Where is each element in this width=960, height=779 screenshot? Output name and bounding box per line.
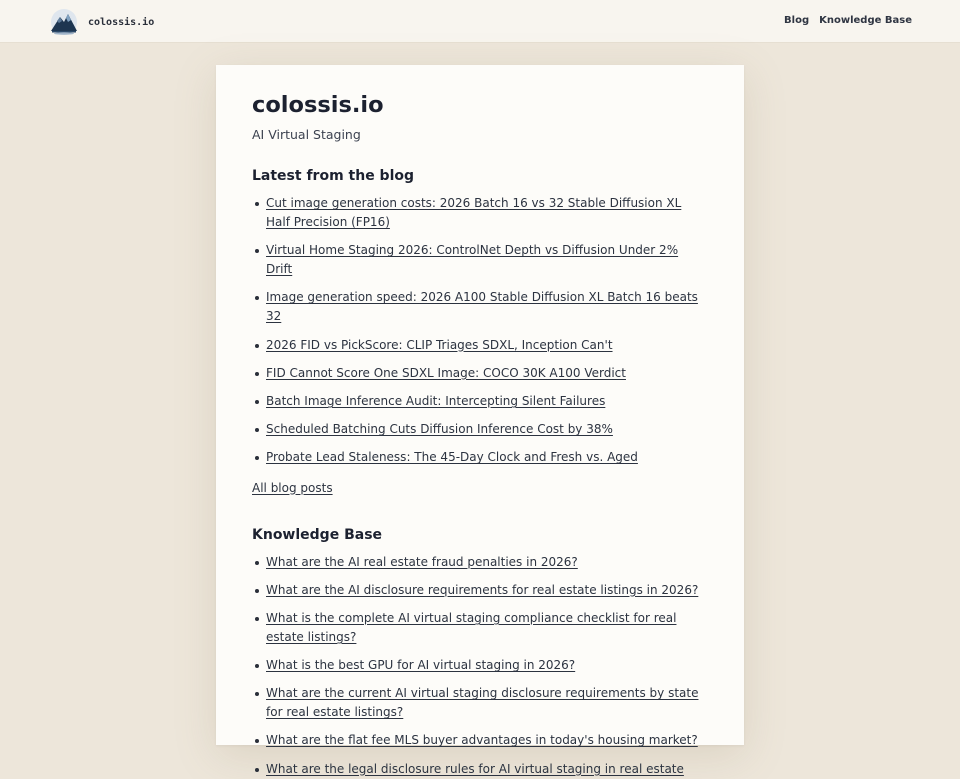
kb-article-link[interactable]: What is the best GPU for AI virtual staging in 2026? [266, 658, 576, 673]
list-item [252, 448, 708, 467]
list-item [252, 336, 708, 355]
nav-link-blog[interactable]: Blog [784, 15, 810, 26]
top-navigation-bar [0, 0, 960, 43]
list-item [252, 392, 708, 411]
mountain-logo-icon [48, 8, 80, 36]
brand-home-link[interactable] [48, 8, 154, 36]
list-item [252, 731, 708, 750]
kb-article-link[interactable]: What are the legal disclosure rules for AI virtual staging in real estate [266, 761, 684, 776]
nav-link-knowledge-base[interactable]: Knowledge Base [819, 15, 912, 26]
header-nav [784, 15, 912, 26]
blog-post-list [252, 194, 708, 467]
kb-article-link[interactable]: What are the flat fee MLS buyer advantages in today's housing market? [266, 733, 698, 748]
kb-article-link[interactable]: What is the complete AI virtual staging compliance checklist for real estate listings? [266, 610, 677, 644]
all-blog-posts-link[interactable]: All blog posts [252, 480, 333, 495]
kb-article-link[interactable]: What are the AI real estate fraud penalties in 2026? [266, 554, 578, 569]
blog-post-link[interactable]: Scheduled Batching Cuts Diffusion Inference Cost by 38% [266, 422, 613, 437]
brand-name: colossis.io [88, 16, 155, 28]
blog-section-heading: Latest from the blog [252, 168, 415, 184]
blog-post-link[interactable]: Cut image generation costs: 2026 Batch 16 vs 32 Stable Diffusion XL Half Precision (FP16) [266, 196, 682, 229]
blog-post-link[interactable]: Batch Image Inference Audit: Intercepting Silent Failures [266, 393, 606, 408]
blog-post-link[interactable]: 2026 FID vs PickScore: CLIP Triages SDXL, Inception Can't [266, 337, 613, 352]
knowledge-base-heading: Knowledge Base [252, 526, 383, 543]
list-item [252, 684, 708, 722]
blog-post-link[interactable]: FID Cannot Score One SDXL Image: COCO 30K A100 Verdict [266, 365, 626, 380]
page-title: colossis.io [252, 92, 384, 118]
blog-post-link[interactable]: Image generation speed: 2026 A100 Stable Diffusion XL Batch 16 beats 32 [266, 290, 698, 324]
list-item [252, 241, 708, 279]
list-item [252, 420, 708, 439]
list-item [252, 553, 708, 572]
list-item [252, 656, 708, 675]
kb-article-link[interactable]: What are the current AI virtual staging disclosure requirements by state for real estate listings? [266, 686, 699, 720]
list-item [252, 364, 708, 383]
list-item [252, 609, 708, 647]
list-item [252, 760, 708, 779]
list-item [252, 581, 708, 600]
list-item [252, 194, 708, 232]
kb-article-link[interactable]: What are the AI disclosure requirements for real estate listings in 2026? [266, 582, 699, 597]
blog-post-link[interactable]: Virtual Home Staging 2026: ControlNet Depth vs Diffusion Under 2% Drift [266, 243, 679, 277]
page-subtitle: AI Virtual Staging [252, 127, 361, 142]
content-card [216, 65, 744, 776]
blog-post-link[interactable]: Probate Lead Staleness: The 45-Day Clock and Fresh vs. Aged [266, 450, 638, 465]
knowledge-base-list [252, 553, 708, 779]
list-item [252, 288, 708, 326]
